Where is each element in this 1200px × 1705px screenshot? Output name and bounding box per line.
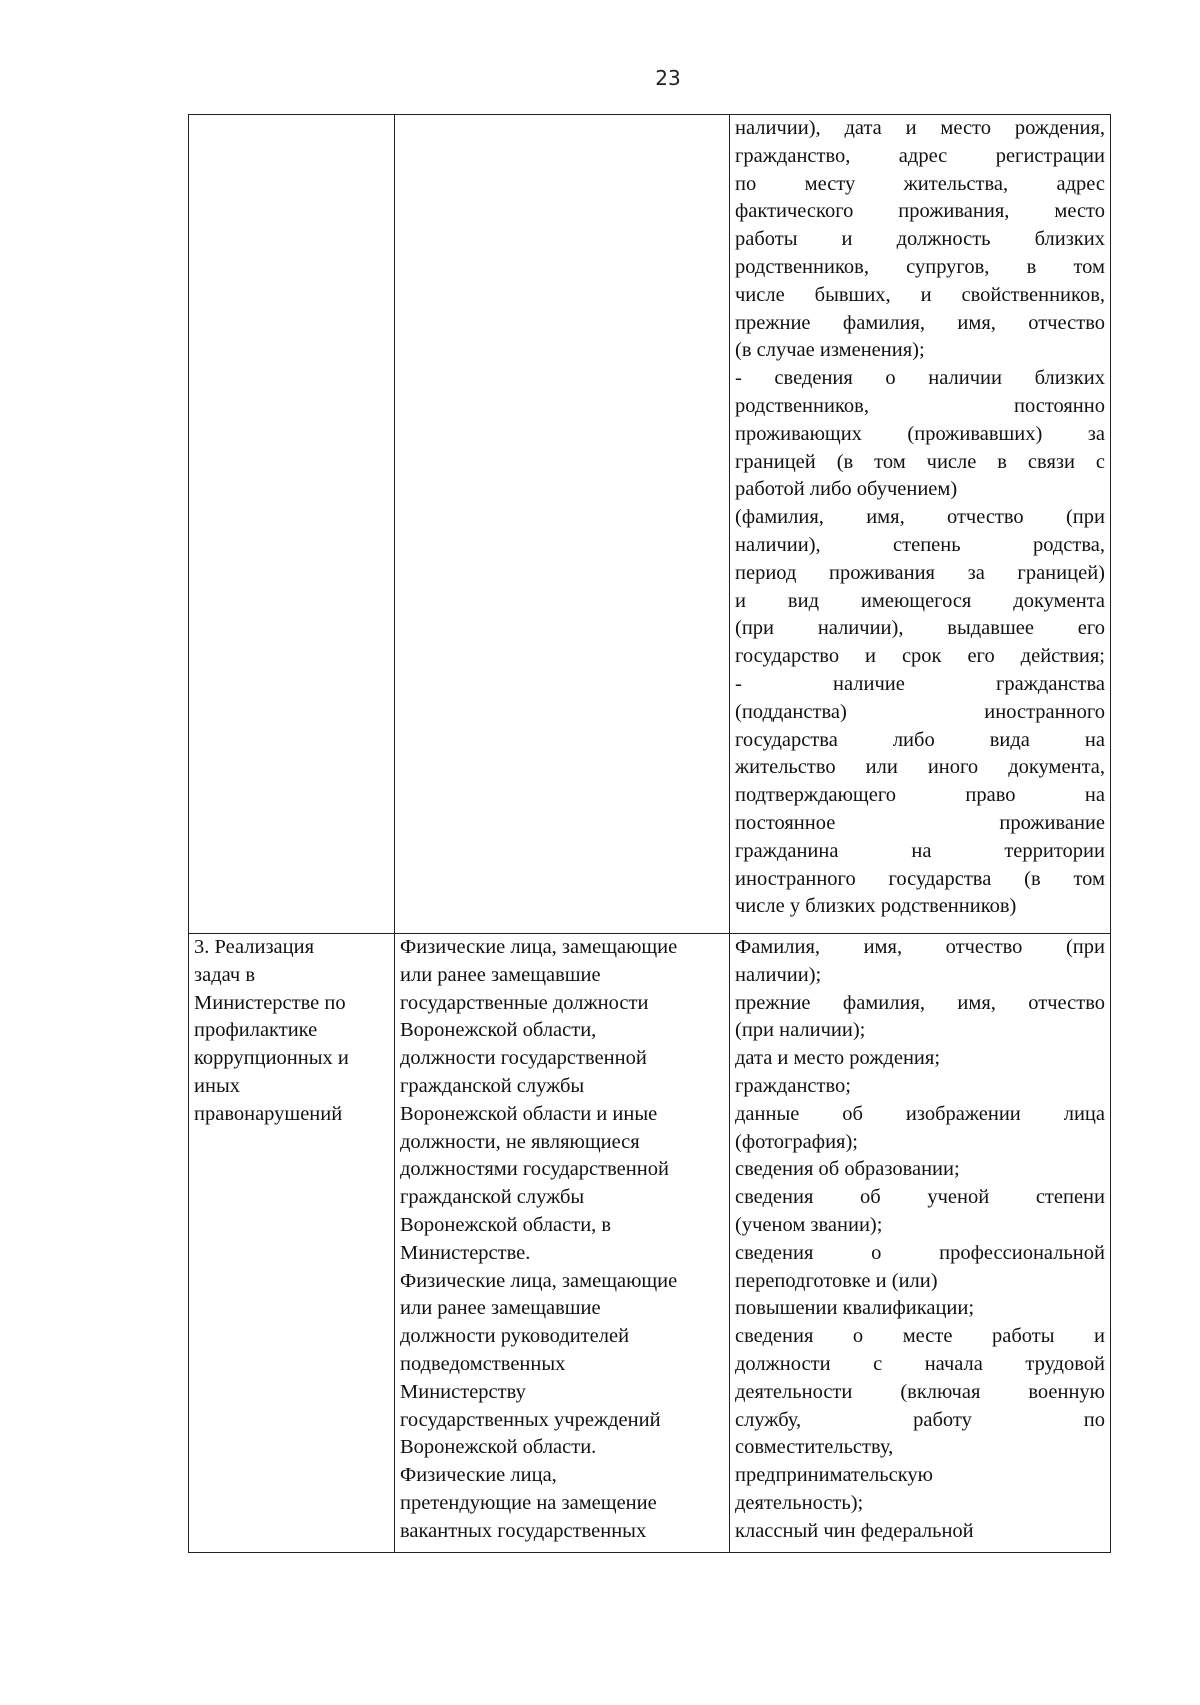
cell-text-line: данные об изображении лица [735,1102,1105,1125]
document-table [188,114,1111,1553]
cell-text-line: службу, работу по [735,1408,1105,1431]
cell-text-line: Фамилия, имя, отчество (при [735,936,1105,958]
cell-text-line: Физические лица, [400,1464,557,1487]
cell-text-line: Министерству [400,1380,526,1403]
cell-text-line: дата и место рождения; [735,1047,941,1070]
cell-text-line: задач в [194,963,256,986]
cell-text-line: - сведения о наличии близких [735,367,1105,390]
cell-text-line: Воронежской области, в [400,1213,612,1236]
table-cell-data-list [730,115,1111,934]
cell-text-line: должности государственной [400,1047,647,1070]
cell-text-line: Воронежской области, [400,1019,597,1042]
cell-text-line: гражданской службы [400,1074,585,1097]
cell-text-line: наличии), степень родства, [735,533,1105,556]
cell-text-line: (при наличии); [735,1019,866,1042]
table-cell-activity [189,934,395,1553]
cell-text-line: должности с начала трудовой [735,1352,1105,1375]
cell-text-line: предпринимательскую [735,1464,933,1487]
cell-text-line: сведения о месте работы и [735,1325,1105,1348]
cell-text-line: вакантных государственных [400,1519,647,1542]
cell-text-line: классный чин федеральной [735,1519,974,1542]
cell-text-line: Воронежской области и иные [400,1102,658,1125]
cell-text-line: (в случае изменения); [735,339,925,362]
cell-text-line: (ученом звании); [735,1213,883,1236]
cell-text-line: профилактике [194,1019,318,1042]
cell-text-line: фактического проживания, место [735,200,1105,223]
cell-text-line: гражданство; [735,1074,851,1097]
cell-text-line: прежние фамилия, имя, отчество [735,311,1105,334]
table-row [189,934,1111,1553]
cell-text-line: родственников, постоянно [735,394,1105,417]
cell-text-line: должности руководителей [400,1325,630,1348]
cell-text-line: государство и срок его действия; [735,645,1105,668]
cell-text-line: (фамилия, имя, отчество (при [735,506,1105,529]
table-cell-activity [189,115,395,934]
cell-text-line: претендующие на замещение [400,1491,657,1514]
cell-text-line: иностранного государства (в том [735,867,1105,890]
cell-text-line: государства либо вида на [735,728,1105,751]
cell-text-line: постоянное проживание [735,811,1105,834]
cell-text-line: наличии), дата и место рождения, [735,117,1105,139]
cell-text-line: проживающих (проживавших) за [735,422,1105,445]
cell-text-line: Воронежской области. [400,1436,597,1459]
table-row [189,115,1111,934]
cell-text-line: сведения об ученой степени [735,1186,1105,1209]
cell-text-line: (фотография); [735,1130,858,1153]
cell-text-line: границей (в том числе в связи с [735,450,1105,473]
cell-text-line: (подданства) иностранного [735,700,1105,723]
cell-text-line: государственные должности [400,991,649,1014]
cell-text-line: подведомственных [400,1352,566,1375]
page-number: 23 [655,66,681,90]
cell-text-line: переподготовке и (или) [735,1269,938,1292]
cell-text-line: по месту жительства, адрес [735,172,1105,195]
cell-text-line: Министерстве. [400,1241,531,1264]
cell-text-line: государственных учреждений [400,1408,661,1431]
cell-text-line: Физические лица, замещающие [400,1269,678,1292]
cell-text-line: деятельность); [735,1491,864,1514]
cell-text-line: родственников, супругов, в том [735,255,1105,278]
cell-text-line: 3. Реализация [194,936,315,958]
cell-text-line: сведения об образовании; [735,1158,960,1181]
cell-text-line: жительство или иного документа, [735,756,1105,779]
cell-text-line: период проживания за границей) [735,561,1105,584]
cell-text-line: работы и должность близких [735,228,1105,251]
cell-text-line: подтверждающего право на [735,784,1105,807]
cell-text-line: правонарушений [194,1102,343,1125]
cell-text-line: Физические лица, замещающие [400,936,678,958]
table-cell-subjects [395,115,730,934]
cell-text-line: иных [194,1074,240,1097]
cell-text-line: Министерстве по [194,991,346,1014]
cell-text-line: гражданство, адрес регистрации [735,144,1105,167]
cell-text-line: совместительству, [735,1436,894,1459]
cell-text-line: - наличие гражданства [735,672,1105,695]
cell-text-line: или ранее замещавшие [400,1297,601,1320]
cell-text-line: числе бывших, и свойственников, [735,283,1105,306]
cell-text-line: коррупционных и [194,1047,349,1070]
cell-text-line: (при наличии), выдавшее его [735,617,1105,640]
cell-text-line: гражданской службы [400,1186,585,1209]
cell-text-line: должностями государственной [400,1158,669,1181]
table-cell-subjects [395,934,730,1553]
cell-text-line: должности, не являющиеся [400,1130,640,1153]
cell-text-line: прежние фамилия, имя, отчество [735,991,1105,1014]
cell-text-line: гражданина на территории [735,839,1105,862]
cell-text-line: повышении квалификации; [735,1297,975,1320]
cell-text-line: наличии); [735,963,822,986]
table-cell-data-list [730,934,1111,1553]
cell-text-line: или ранее замещавшие [400,963,601,986]
cell-text-line: деятельности (включая военную [735,1380,1105,1403]
cell-text-line: числе у близких родственников) [735,895,1017,918]
cell-text-line: работой либо обучением) [735,478,958,501]
cell-text-line: сведения о профессиональной [735,1241,1105,1264]
cell-text-line: и вид имеющегося документа [735,589,1105,612]
